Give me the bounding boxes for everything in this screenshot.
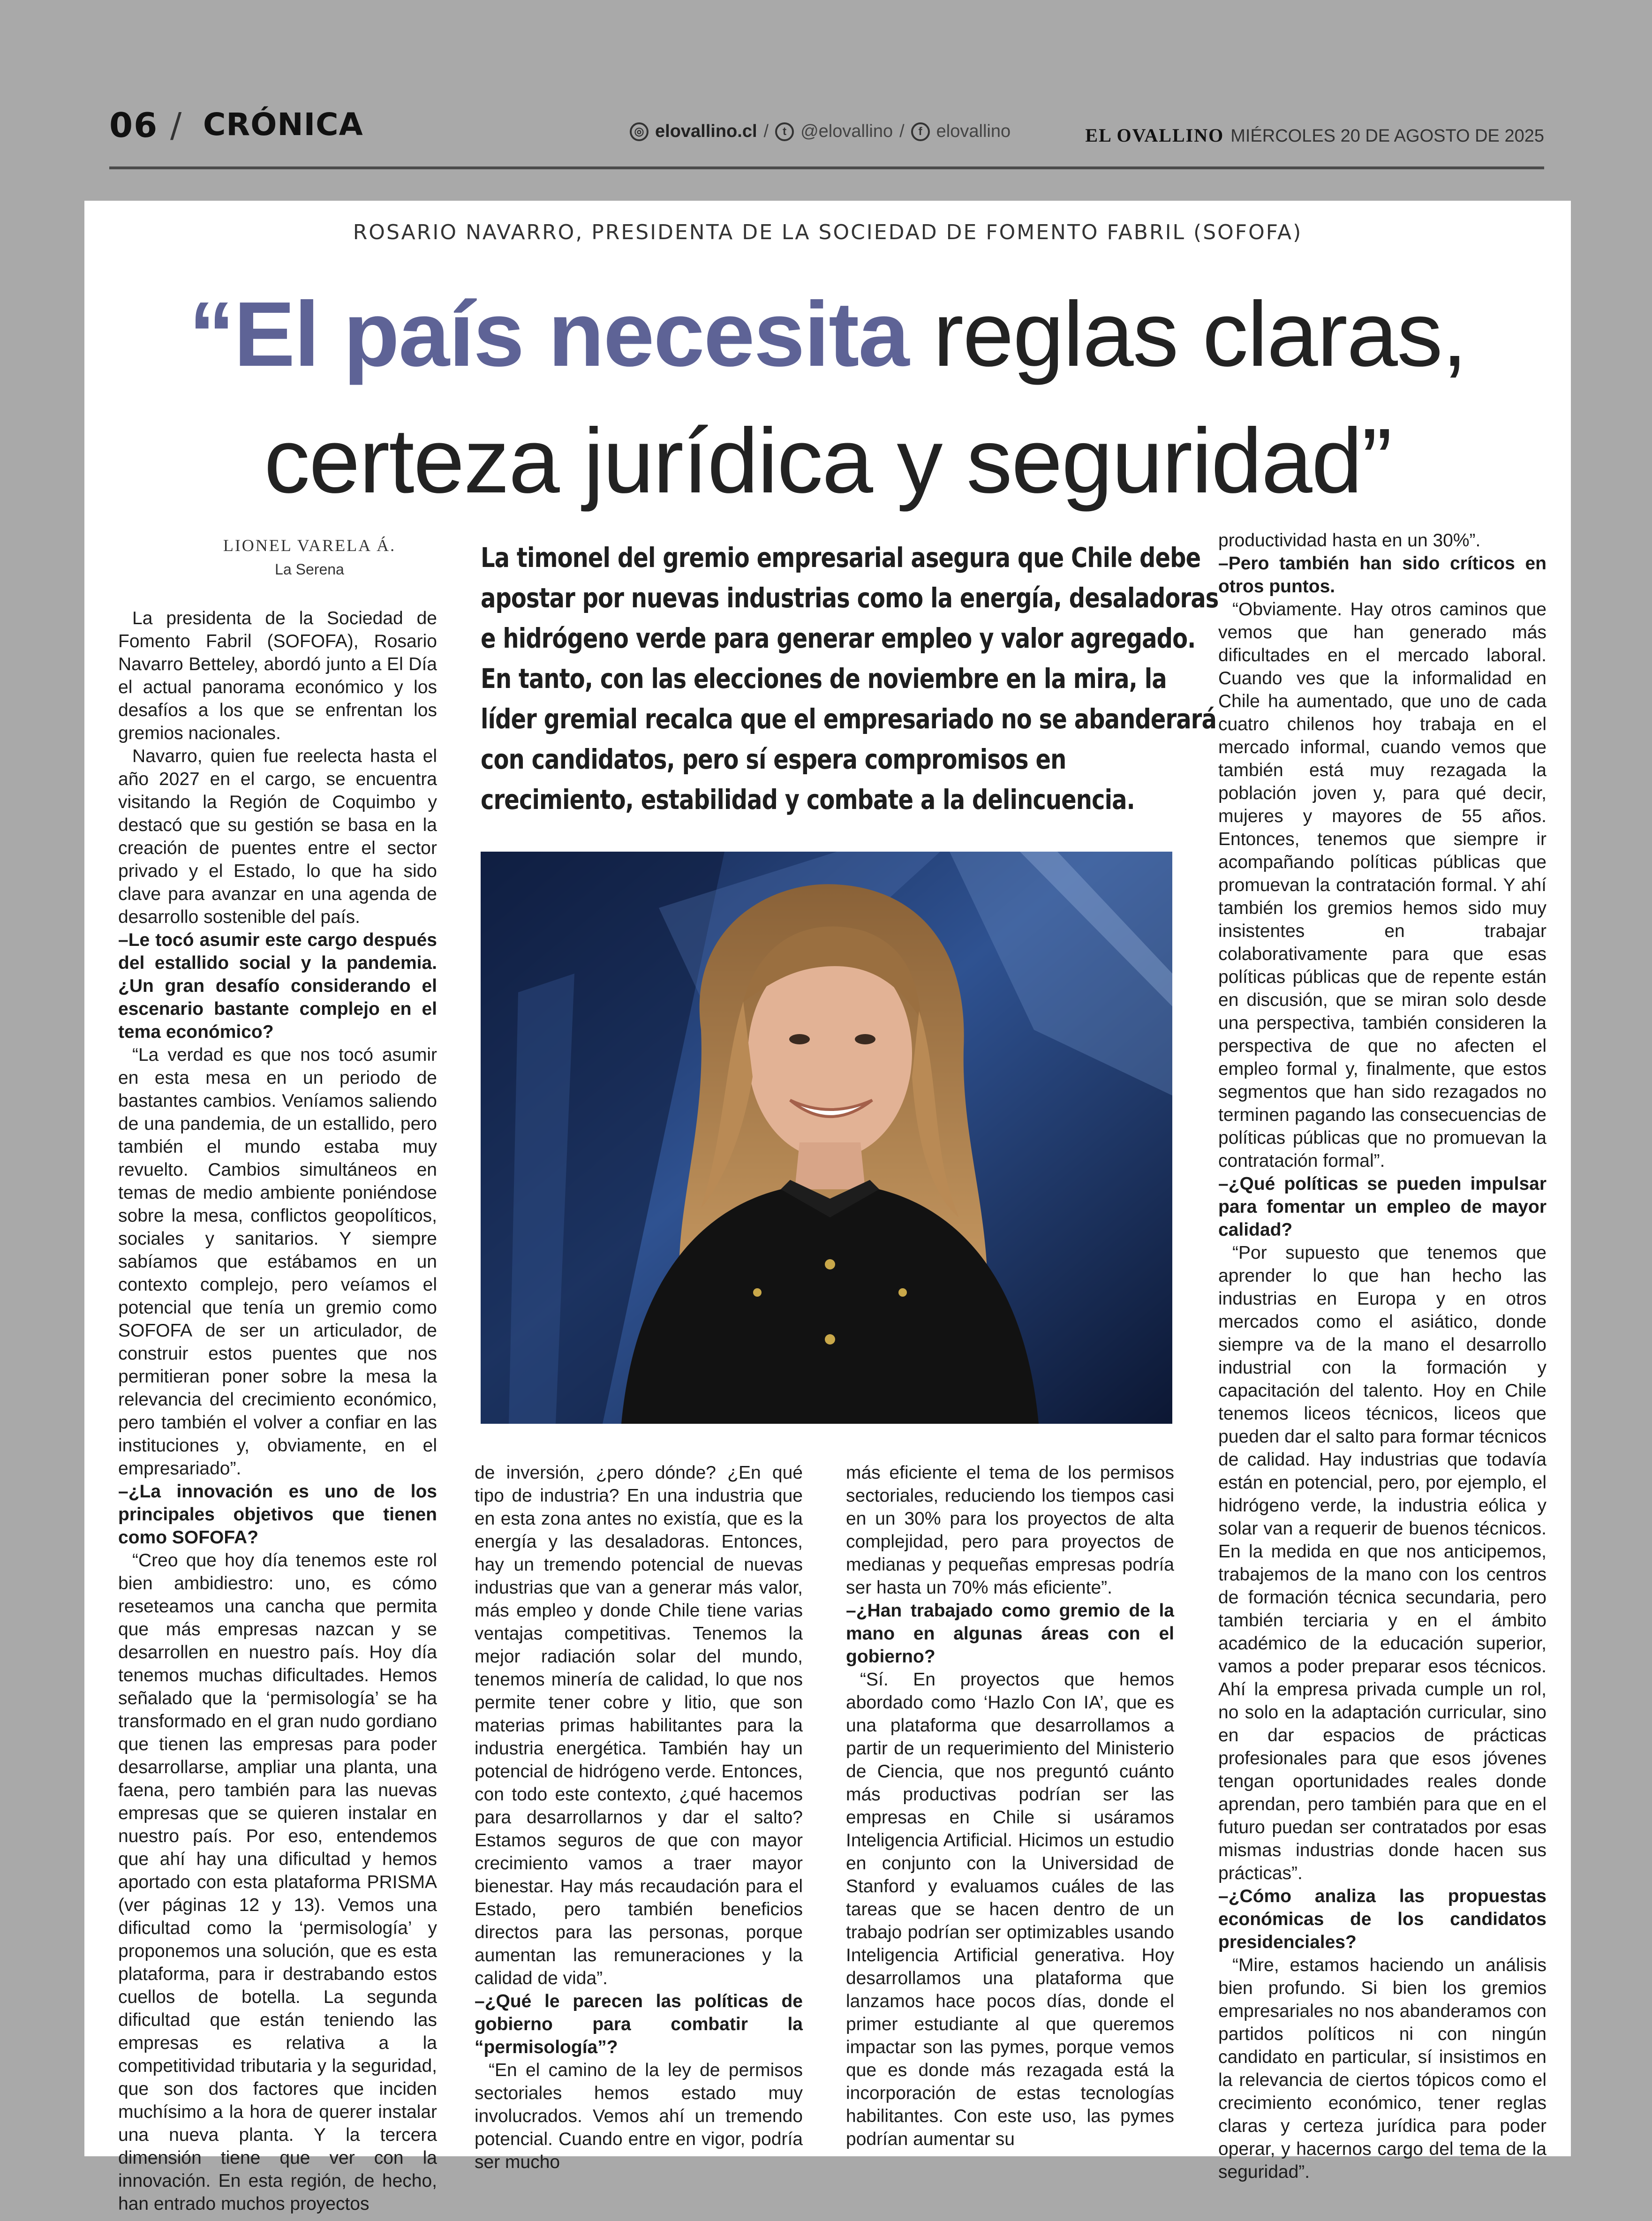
interview-question: – ¿Cómo analiza las propuestas económicas de los candidatos presidenciales? — [1218, 1885, 1546, 1954]
social-links — [630, 121, 1011, 142]
twitter-icon: t — [775, 122, 794, 141]
interview-question: – ¿La innovación es uno de los principales objetivos que tienen como SOFOFA? — [118, 1480, 437, 1549]
title-part-1: reglas claras, — [908, 283, 1467, 385]
body-column-1 — [118, 607, 437, 2215]
dateline-city: La Serena — [275, 561, 344, 578]
section-name: CRÓNICA — [203, 106, 363, 143]
interview-question: – ¿Qué políticas se pueden impulsar para fomentar un empleo de mayor calidad? — [1218, 1172, 1546, 1241]
paragraph: “Creo que hoy día tenemos este rol bien ambidiestro: uno, es cómo reseteamos una cancha que permita que más empresas nazcan y se desarrollen en nuestro país. Hoy día tenemos muchas dificultades. Hemos señalado que la ‘permisología’ se ha transformado en el gran nudo gordiano que tienen las empresas para poder desarrollarse, ampliar una planta, una faena, pero también para las nuevas empresas que se quieren instalar en nuestro país. Por eso, entendemos que ahí hay una dificultad y hemos aportado con esta plataforma PRISMA (ver páginas 12 y 13). Vemos una dificultad como la ‘permisología’ y proponemos una solución, que es esta plataforma, para ir destrabando estos cuellos de botella. La segunda dificultad que están teniendo las empresas es relativa a la competitividad tributaria y la seguridad, que son dos factores que inciden muchísimo a la hora de querer instalar una nueva planta. Y la tercera dimensión tiene que ver con la innovación. En esta región, de hecho, han entrado muchos proyectos — [118, 1550, 437, 2214]
facebook-handle[interactable]: elovallino — [936, 121, 1011, 141]
body-column-3 — [846, 1461, 1174, 2151]
paragraph: más eficiente el tema de los permisos sectoriales, reduciendo los tiempos casi en un 30% para los proyectos de alta complejidad, pero para proyectos de medianas y pequeñas empresas podría ser hasta un 70% más eficiente”. — [846, 1463, 1174, 1598]
facebook-icon: f — [911, 122, 930, 141]
title-part-2: certeza jurídica y seguridad” — [264, 409, 1392, 512]
header-rule — [109, 166, 1544, 169]
interview-question: – ¿Han trabajado como gremio de la mano en algunas áreas con el gobierno? — [846, 1599, 1174, 1668]
website-link[interactable]: elovallino.cl — [655, 121, 757, 141]
article-kicker: ROSARIO NAVARRO, PRESIDENTA DE LA SOCIEDAD DE FOMENTO FABRIL (SOFOFA) — [353, 220, 1303, 244]
paragraph: La presidenta de la Sociedad de Fomento Fabril (SOFOFA), Rosario Navarro Betteley, abordó junto a El Día el actual panorama económico y los desafíos a los que se enfrentan los gremios nacionales. — [118, 608, 437, 743]
interview-question: – ¿Qué le parecen las políticas de gobierno para combatir la “permisología”? — [475, 1990, 803, 2059]
social-separator: / — [763, 121, 769, 141]
globe-icon: ◎ — [630, 122, 649, 141]
paragraph: Navarro, quien fue reelecta hasta el año 2027 en el cargo, se encuentra visitando la Región de Coquimbo y destacó que su gestión se basa en la creación de puentes entre el sector privado y el Estado, lo que ha sido clave para avanzar en una agenda de desarrollo sostenible del país. — [118, 746, 437, 927]
interview-question: – Pero también han sido críticos en otros puntos. — [1218, 552, 1546, 598]
article-photo — [481, 852, 1172, 1424]
interview-question: – Le tocó asumir este cargo después del estallido social y la pandemia. ¿Un gran desafío considerando el escenario bastante complejo en el tema económico? — [118, 929, 437, 1043]
article-lead: La timonel del gremio empresarial asegura que Chile debe apostar por nuevas industrias como la energía, desaladoras e hidrógeno verde para generar empleo y valor agregado. En tanto, con las elecciones de noviembre en la mira, la líder gremial recalca que el empresariado no se abanderará con candidatos, pero sí espera compromisos en crecimiento, estabilidad y combate a la delincuencia. — [481, 542, 1219, 816]
paragraph: “La verdad es que nos tocó asumir en esta mesa en un periodo de bastantes cambios. Veníamos saliendo de una pandemia, de un estallido, pero también el mundo estaba muy revuelto. Cambios simultáneos en temas de medio ambiente poniéndose sobre la mesa, conflictos geopolíticos, sociales y sanitarios. Y siempre sabíamos que estábamos en un contexto complejo, pero veíamos el potencial que tenía un gremio como SOFOFA de ser un articulador, de construir estos puentes que nos permitieran poner sobre la mesa la relevancia del crecimiento económico, pero también el volver a confiar en las instituciones y, obviamente, en el empresariado”. — [118, 1045, 437, 1479]
portrait-illustration — [481, 852, 1172, 1424]
paragraph: “Mire, estamos haciendo un análisis bien profundo. Si bien los gremios empresariales no nos abanderamos con partidos políticos ni con ningún candidato en particular, sí insistimos en la relevancia de ciertos tópicos como el crecimiento económico, tener reglas claras y certeza jurídica para poder operar, y hacernos cargo del tema de la seguridad”. — [1218, 1955, 1546, 2182]
article-title — [84, 271, 1571, 524]
author-name: LIONEL VARELA Á. — [223, 536, 396, 555]
paragraph: de inversión, ¿pero dónde? ¿En qué tipo de industria? En una industria que en esta zona antes no existía, que es la energía y las desaladoras. Entonces, hay un tremendo potencial de nuevas industrias que van a generar más valor, más empleo y donde Chile tiene varias ventajas competitivas. Tenemos la mejor radiación solar del mundo, tenemos minería de calidad, lo que nos permite tener cobre y litio, que son materias primas habilitantes para la industria energética. También hay un potencial de hidrógeno verde. Entonces, con todo este contexto, ¿qué hacemos para desarrollarnos y dar el salto? Estamos seguros de que con mayor crecimiento vamos a traer mayor bienestar. Hay más recaudación para el Estado, pero también beneficios directos para las personas, porque aumentan las remuneraciones y la calidad de vida”. — [475, 1463, 803, 1988]
byline — [188, 536, 431, 578]
twitter-handle[interactable]: @elovallino — [800, 121, 893, 141]
page-header — [109, 106, 1544, 168]
social-separator: / — [899, 121, 905, 141]
page-number: 06 — [109, 106, 158, 145]
masthead — [1085, 124, 1544, 146]
paragraph: productividad hasta en un 30%”. — [1218, 530, 1481, 551]
paragraph: “Sí. En proyectos que hemos abordado como ‘Hazlo Con IA’, que es una plataforma que desarrollamos a partir de un requerimiento del Ministerio de Ciencia, que nos preguntó cuánto más productivas podrían ser las empresas en Chile si usáramos Inteligencia Artificial. Hicimos un estudio en conjunto con la Universidad de Stanford y evaluamos cuáles de las tareas que se hacen dentro de un trabajo podrían ser optimizables usando Inteligencia Artificial generativa. Hoy desarrollamos una plataforma que lanzamos hace pocos días, donde el primer estudiante al que queremos impactar son las pymes, porque vemos que es donde más rezagada está la incorporación de estas tecnologías habilitantes. Con este uso, las pymes podrían aumentar su — [846, 1670, 1174, 2149]
title-accent: “El país necesita — [189, 283, 909, 385]
issue-date: MIÉRCOLES 20 DE AGOSTO DE 2025 — [1230, 126, 1544, 146]
paragraph: “En el camino de la ley de permisos sectoriales hemos estado muy involucrados. Vemos ahí un tremendo potencial. Cuando entre en vigor, podría ser mucho — [475, 2060, 803, 2172]
body-column-2 — [475, 1461, 803, 2174]
body-column-4 — [1218, 529, 1546, 2183]
paragraph: “Obviamente. Hay otros caminos que vemos que han generado más dificultades en el mercado laboral. Cuando ves que la informalidad en Chile ha aumentado, que uno de cada cuatro chilenos hoy trabaja en el mercado informal, cuando vemos que también está muy rezagada la población joven y, para qué decir, mujeres y mayores de 55 años. Entonces, tenemos que siempre ir acompañando políticas públicas que promuevan la contratación formal. Y ahí también los gremios hemos sido muy insistentes en trabajar colaborativamente para que esas políticas públicas que de repente están en discusión, que se miran solo desde una perspectiva, también consideren la perspectiva de que no afecten el empleo formal y, finalmente, que estos segmentos que han sido rezagados no terminen pagando las consecuencias de políticas públicas que no promuevan la contratación formal”. — [1218, 599, 1546, 1171]
header-separator: / — [170, 106, 182, 145]
paragraph: “Por supuesto que tenemos que aprender lo que han hecho las industrias en Europa y en otros mercados como el asiático, donde siempre va de la mano el desarrollo industrial con la formación y capacitación del talento. Hoy en Chile tenemos liceos técnicos, liceos que pueden dar el salto para formar técnicos de calidad. Hay industrias que todavía están en potencial, pero, por ejemplo, el hidrógeno verde, la industria eólica y solar van a requerir de buenos técnicos. En la medida en que nos anticipemos, trabajemos de la mano con los centros de formación técnica secundaria, pero también terciaria y en el ámbito académico de la educación superior, vamos a poder preparar esos técnicos. Ahí la empresa privada cumple un rol, no solo en la adaptación curricular, sino en dar espacios de prácticas profesionales para que esos jóvenes tengan oportunidades reales donde aprendan, pero también para que en el futuro puedan ser contratados por esas mismas industrias donde hacen sus prácticas”. — [1218, 1243, 1546, 1883]
brand-name: EL OVALLINO — [1085, 125, 1224, 146]
